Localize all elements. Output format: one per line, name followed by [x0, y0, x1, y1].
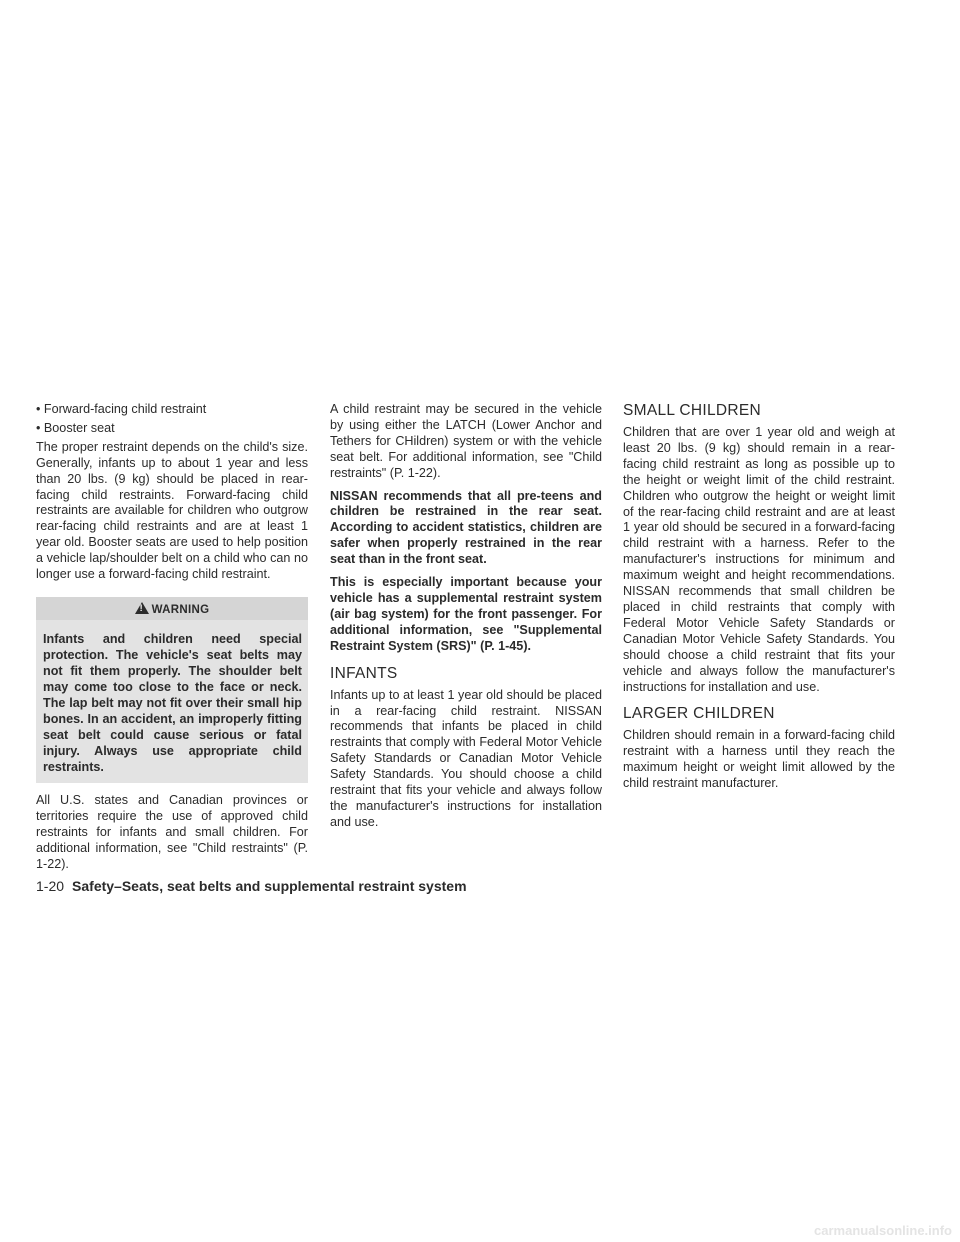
infants-paragraph: Infants up to at least 1 year old should be placed in a rear-facing child restraint. NISSAN recommends that infants be placed in child restraints that comply with Federal Motor Vehicle Safety Standards or Canadian Motor Vehicle Safety Standards. You should choose a child restraint that fits your vehicle and always follow the manufacturer's instructions for installation and use. [330, 687, 602, 829]
section-title: Safety–Seats, seat belts and supplemental restraint system [72, 878, 467, 894]
bullet-booster-seat: • Booster seat [36, 420, 115, 435]
rear-seat-recommendation: NISSAN recommends that all pre-teens and children be restrained in the rear seat. According to accident statistics, children are safer when properly restrained in the rear seat than in the front seat. [330, 488, 602, 567]
larger-children-heading: LARGER CHILDREN [623, 705, 775, 723]
bullet-forward-facing: • Forward-facing child restraint [36, 402, 207, 416]
column-middle [330, 402, 602, 838]
srs-note: This is especially important because your vehicle has a supplemental restraint system (air bag system) for the front passenger. For additional information, see "Supplemental Restraint System (SRS)" (P. 1-45). [330, 575, 602, 653]
larger-children-paragraph: Children should remain in a forward-facing child restraint with a harness until they reach the maximum height or weight limit allowed by the child restraint manufacturer. [623, 728, 895, 791]
watermark: carmanualsonline.info [814, 1223, 952, 1238]
warning-triangle-icon [135, 602, 149, 614]
warning-header [36, 597, 308, 620]
warning-text: Infants and children need special protection. The vehicle's seat belts may not fit them properly. The shoulder belt may come too close to the face or neck. The lap belt may not fit over their small hip bones. In an accident, an improperly fitting seat belt could cause serious or fatal injury. Always use appropriate child restraints. [43, 631, 302, 774]
small-children-heading: SMALL CHILDREN [623, 402, 761, 419]
column-left [36, 402, 308, 880]
page-number: 1-20 [36, 878, 65, 894]
warning-box [36, 597, 308, 783]
state-requirements-paragraph: All U.S. states and Canadian provinces or territories require the use of approved child restraints for infants and small children. For additional information, see "Child restraints" (P. 1-22). [36, 792, 308, 871]
latch-paragraph: A child restraint may be secured in the vehicle by using either the LATCH (Lower Anchor and Tethers for CHildren) system or with the vehicle seat belt. For additional information, see "Child restraints" (P. 1-22). [330, 402, 602, 480]
small-children-paragraph: Children that are over 1 year old and weigh at least 20 lbs. (9 kg) should remain in a rear-facing child restraint as long as possible up to the height or weight limit of the child restraint. Children who outgrow the height or weight limit of the rear-facing child restraint and are at least 1 year old should be secured in a forward-facing child restraint with a harness. Refer to the manufacturer's instructions for minimum and maximum weight and height recommendations. NISSAN recommends that small children be placed in child restraints that comply with Federal Motor Vehicle Safety Standards or Canadian Motor Vehicle Safety Standards. You should choose a child restraint that fits your vehicle and always follow the manufacturer's instructions for installation and use. [623, 425, 895, 694]
restraint-size-paragraph: The proper restraint depends on the child's size. Generally, infants up to about 1 year and less than 20 lbs. (9 kg) should be placed in rear-facing child restraints. Forward-facing child restraints are available for children who outgrow rear-facing child restraints and are at least 1 year old. Booster seats are used to help position a vehicle lap/shoulder belt on a child who can no longer use a forward-facing child restraint. [36, 439, 308, 582]
warning-title: WARNING [151, 603, 210, 616]
page-footer [36, 878, 467, 894]
column-right [623, 402, 895, 799]
infants-heading: INFANTS [330, 664, 398, 682]
